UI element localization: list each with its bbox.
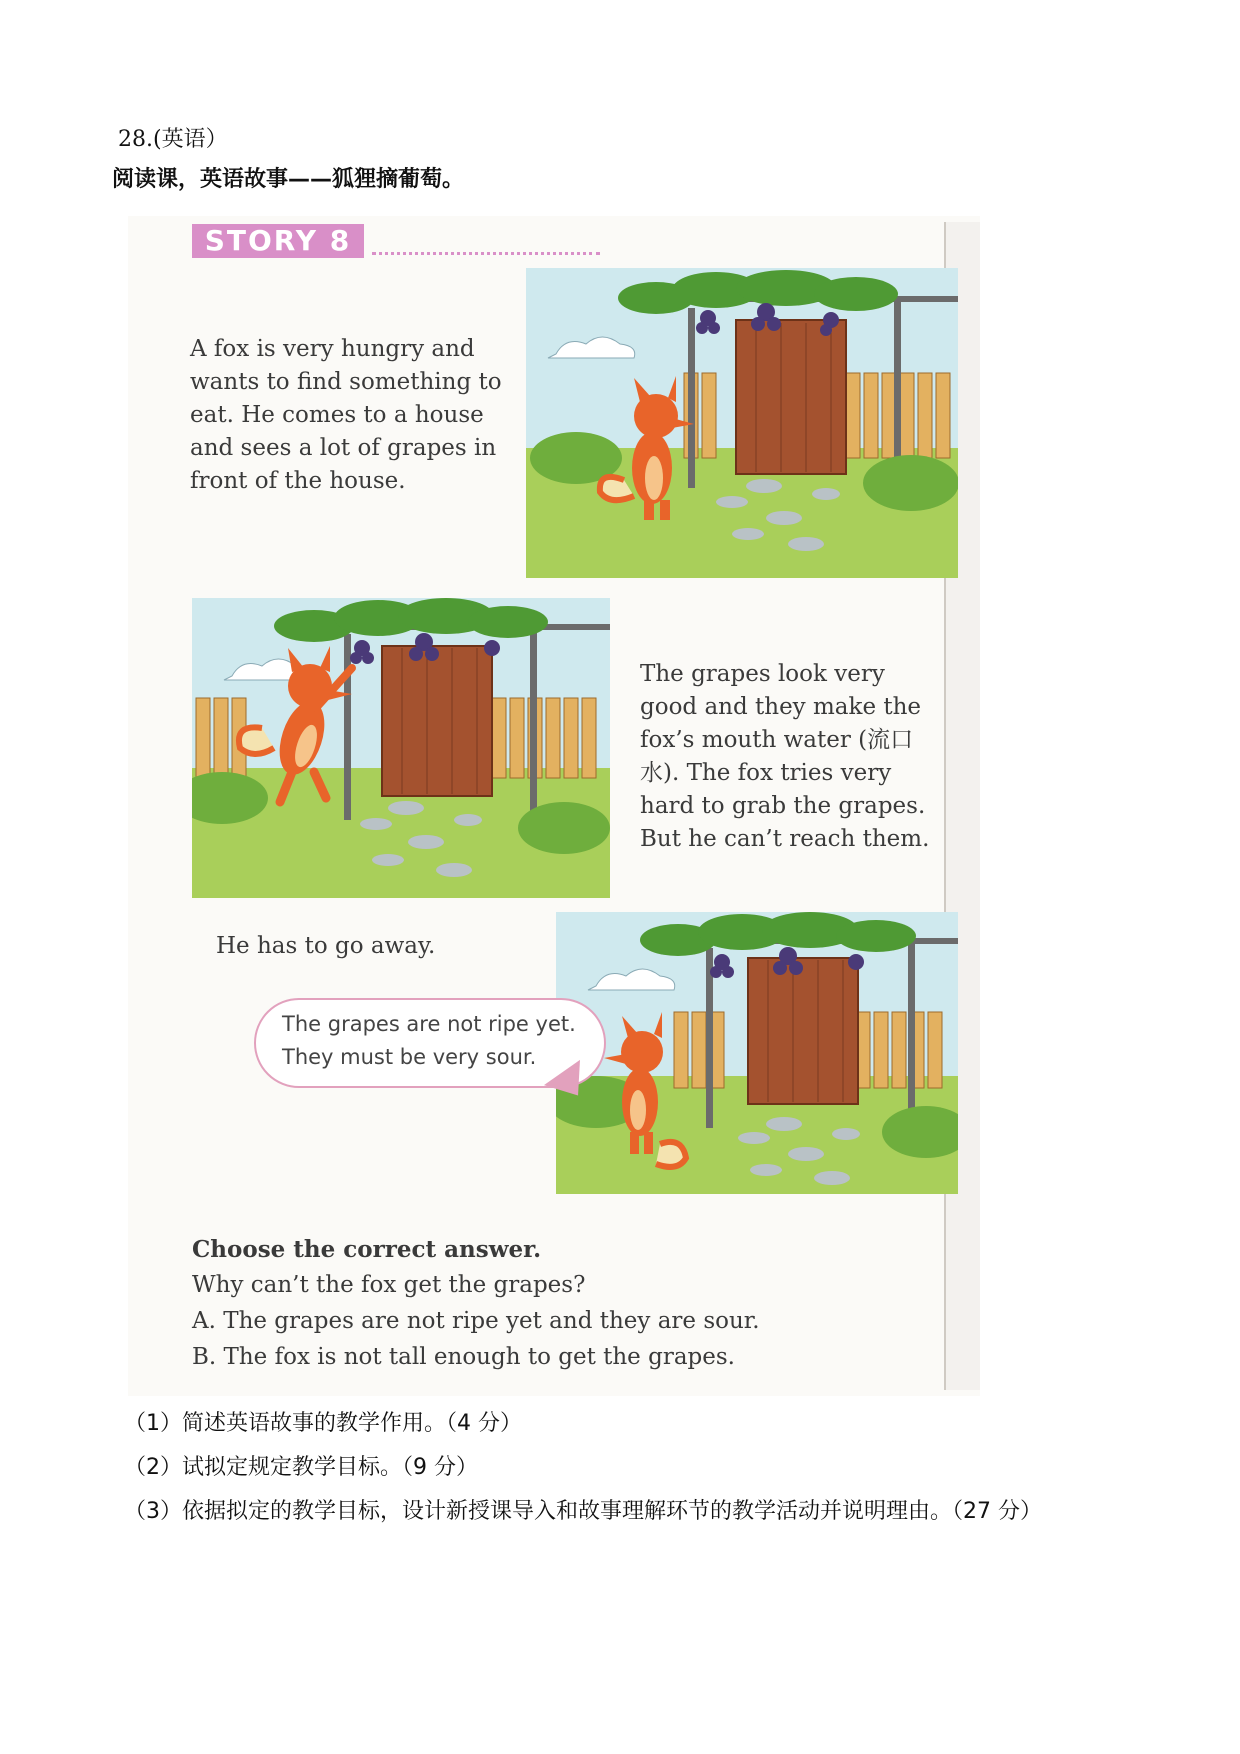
- sub-question-2: （2）试拟定规定教学目标。（9 分）: [124, 1455, 478, 1480]
- question-number: 28.(英语）: [118, 127, 228, 152]
- story-badge-dots: [372, 252, 600, 255]
- illustration-2: [192, 598, 610, 898]
- exercise-heading: Choose the correct answer.: [192, 1236, 542, 1263]
- sub-question-3: （3）依据拟定的教学目标，设计新授课导入和故事理解环节的教学活动并说明理由。（27 分）: [124, 1499, 1042, 1524]
- question-title: 阅读课，英语故事——狐狸摘葡萄。: [112, 167, 465, 192]
- exercise-option-b: B. The fox is not tall enough to get the grapes.: [192, 1344, 735, 1370]
- speech-bubble-text: The grapes are not ripe yet. They must be very sour.: [282, 1012, 576, 1069]
- illustration-3: [556, 912, 958, 1194]
- story-paragraph-1: A fox is very hungry and wants to find something to eat. He comes to a house and sees a lot of grapes in front of the house.: [190, 336, 502, 494]
- story-paragraph-2: The grapes look very good and they make the fox’s mouth water (流口 水). The fox tries very hard to grab the grapes. But he can’t reach them.: [640, 661, 930, 852]
- illustration-1: [526, 268, 958, 578]
- sub-question-1: （1）简述英语故事的教学作用。（4 分）: [124, 1411, 522, 1436]
- exercise-option-a: A. The grapes are not ripe yet and they are sour.: [192, 1308, 760, 1334]
- story-paragraph-3: He has to go away.: [216, 933, 436, 959]
- story-badge: STORY 8: [192, 224, 364, 258]
- exercise-question: Why can’t the fox get the grapes?: [192, 1272, 586, 1298]
